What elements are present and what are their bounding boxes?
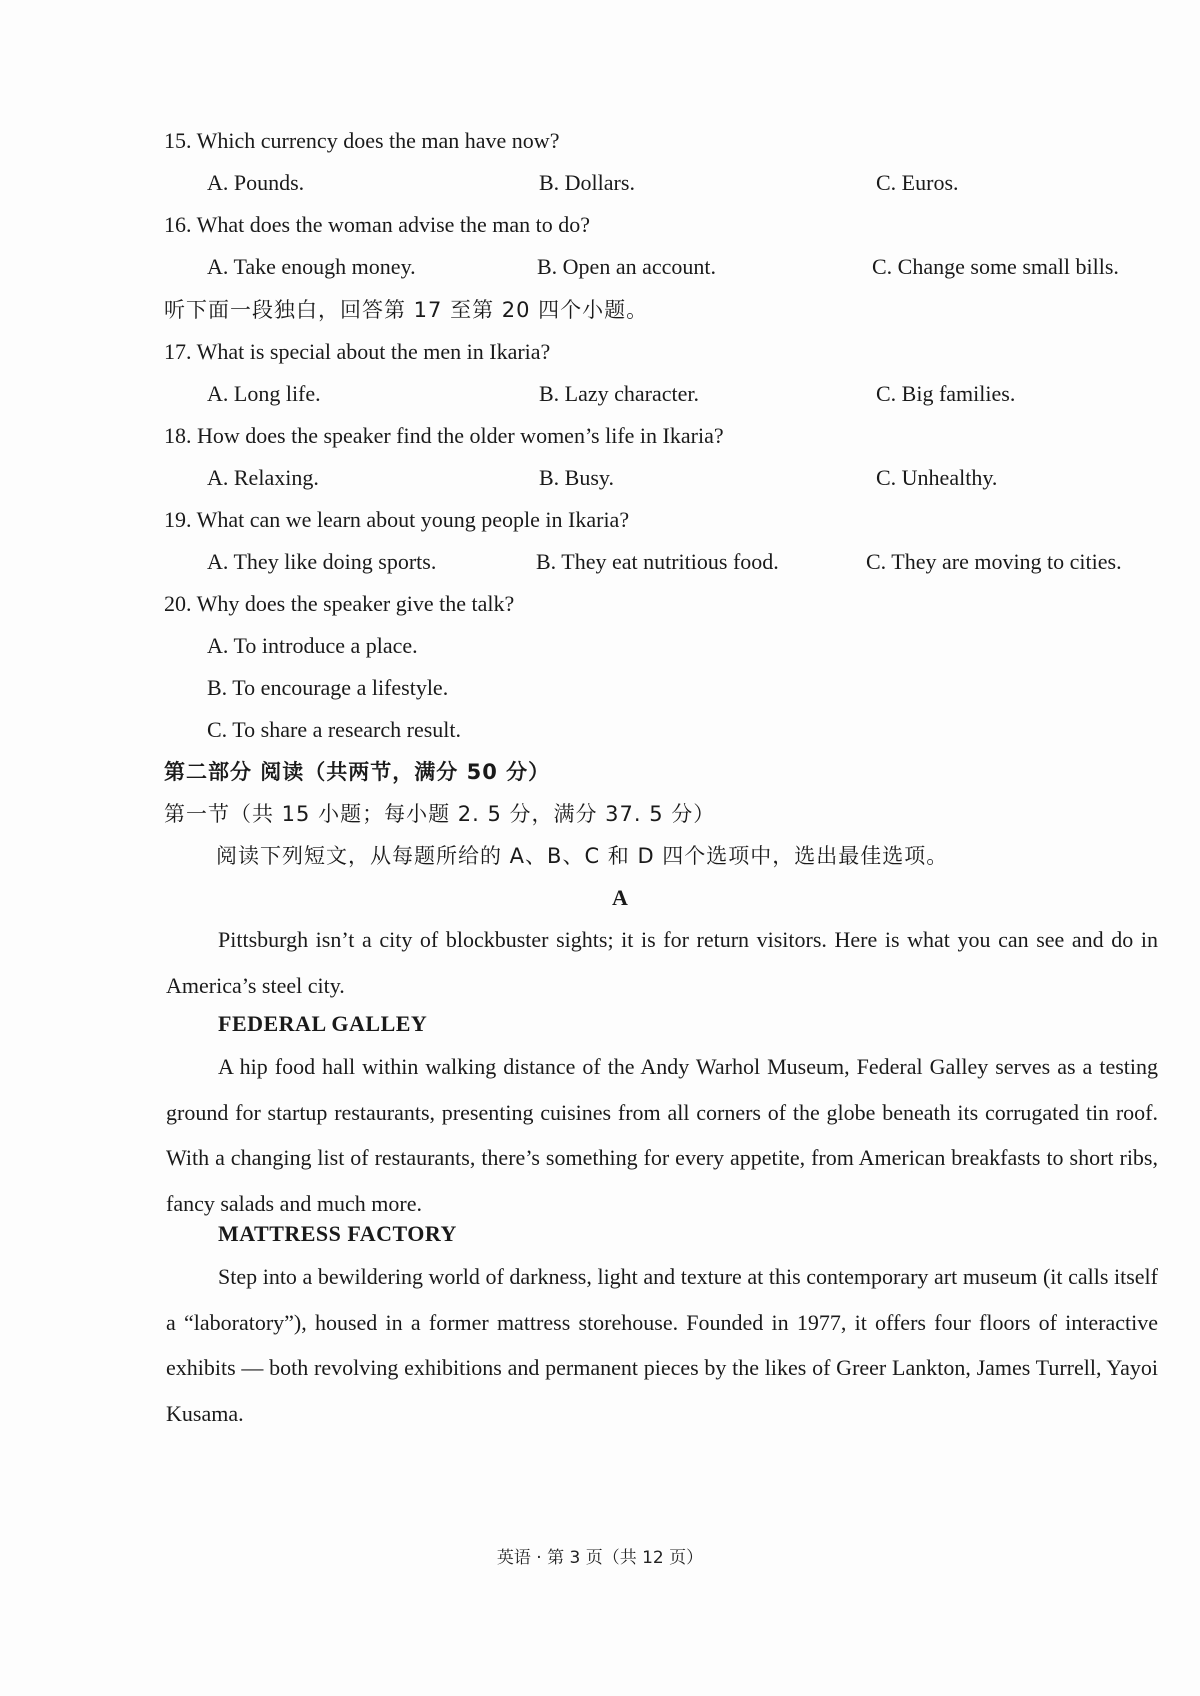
question-16-options	[0, 244, 1200, 290]
option-c: C. To share a research result.	[207, 717, 462, 742]
option-b: B. Open an account.	[537, 254, 716, 279]
reading-instruction: 阅读下列短文，从每题所给的 A、B、C 和 D 四个选项中，选出最佳选项。	[216, 844, 949, 868]
option-b: B. Busy.	[539, 465, 614, 490]
listening-instruction: 听下面一段独白，回答第 17 至第 20 四个小题。	[164, 298, 649, 322]
option-c: C. Big families.	[876, 381, 1016, 406]
option-c: C. Unhealthy.	[876, 465, 998, 490]
question-text: What does the woman advise the man to do?	[196, 212, 591, 237]
option-c: C. They are moving to cities.	[866, 549, 1122, 574]
question-number: 19.	[164, 507, 192, 532]
question-19-options	[0, 539, 1200, 585]
question-17-options	[0, 371, 1200, 417]
section-one-title: 第一节（共 15 小题；每小题 2. 5 分，满分 37. 5 分）	[164, 802, 716, 826]
question-20	[0, 581, 1200, 627]
question-text: How does the speaker find the older women’s life in Ikaria?	[197, 423, 724, 448]
option-a: A. Long life.	[207, 381, 321, 406]
question-number: 18.	[164, 423, 192, 448]
option-c: C. Euros.	[876, 170, 959, 195]
question-number: 20.	[164, 591, 192, 616]
question-19	[0, 497, 1200, 543]
question-text: What is special about the men in Ikaria?	[196, 339, 551, 364]
passage-letter: A	[612, 885, 628, 910]
question-number: 15.	[164, 128, 192, 153]
option-a: A. They like doing sports.	[207, 549, 437, 574]
section-body: Step into a bewildering world of darkness, light and texture at this contemporary art museum (it calls itself a “laboratory”), housed in a former mattress storehouse. Founded in 1977, it offers four floors of interactive exhibits — both revolving exhibitions and permanent pieces by the likes of Greer Lankton, James Turrell, Yayoi Kusama.	[166, 1264, 1158, 1426]
question-16	[0, 202, 1200, 248]
option-b: B. Dollars.	[539, 170, 635, 195]
option-a: A. Pounds.	[207, 170, 305, 195]
question-text: Which currency does the man have now?	[196, 128, 560, 153]
option-a: A. To introduce a place.	[207, 633, 418, 658]
section-heading: FEDERAL GALLEY	[218, 1011, 428, 1036]
question-18-options	[0, 455, 1200, 501]
option-b: B. Lazy character.	[539, 381, 700, 406]
question-text: Why does the speaker give the talk?	[196, 591, 515, 616]
option-c: C. Change some small bills.	[872, 254, 1119, 279]
question-number: 17.	[164, 339, 192, 364]
option-a: A. Relaxing.	[207, 465, 319, 490]
option-a: A. Take enough money.	[207, 254, 416, 279]
question-number: 16.	[164, 212, 192, 237]
page-footer: 英语 · 第 3 页（共 12 页）	[496, 1548, 704, 1568]
section-body: A hip food hall within walking distance of the Andy Warhol Museum, Federal Galley serves as a testing ground for startup restaurants, presenting cuisines from all corners of the globe beneath its corrugated tin roof. With a changing list of restaurants, there’s something for every appetite, from American breakfasts to short ribs, fancy salads and much more.	[166, 1054, 1158, 1216]
question-18	[0, 413, 1200, 459]
question-15	[0, 118, 1200, 164]
option-b: B. To encourage a lifestyle.	[207, 675, 449, 700]
question-17	[0, 329, 1200, 375]
part-two-title: 第二部分 阅读（共两节，满分 50 分）	[164, 760, 551, 784]
passage-intro: Pittsburgh isn’t a city of blockbuster sights; it is for return visitors. Here is what you can see and do in America’s steel city.	[166, 927, 1158, 998]
question-15-options	[0, 160, 1200, 206]
option-b: B. They eat nutritious food.	[536, 549, 779, 574]
section-heading: MATTRESS FACTORY	[218, 1221, 457, 1246]
question-text: What can we learn about young people in Ikaria?	[196, 507, 630, 532]
